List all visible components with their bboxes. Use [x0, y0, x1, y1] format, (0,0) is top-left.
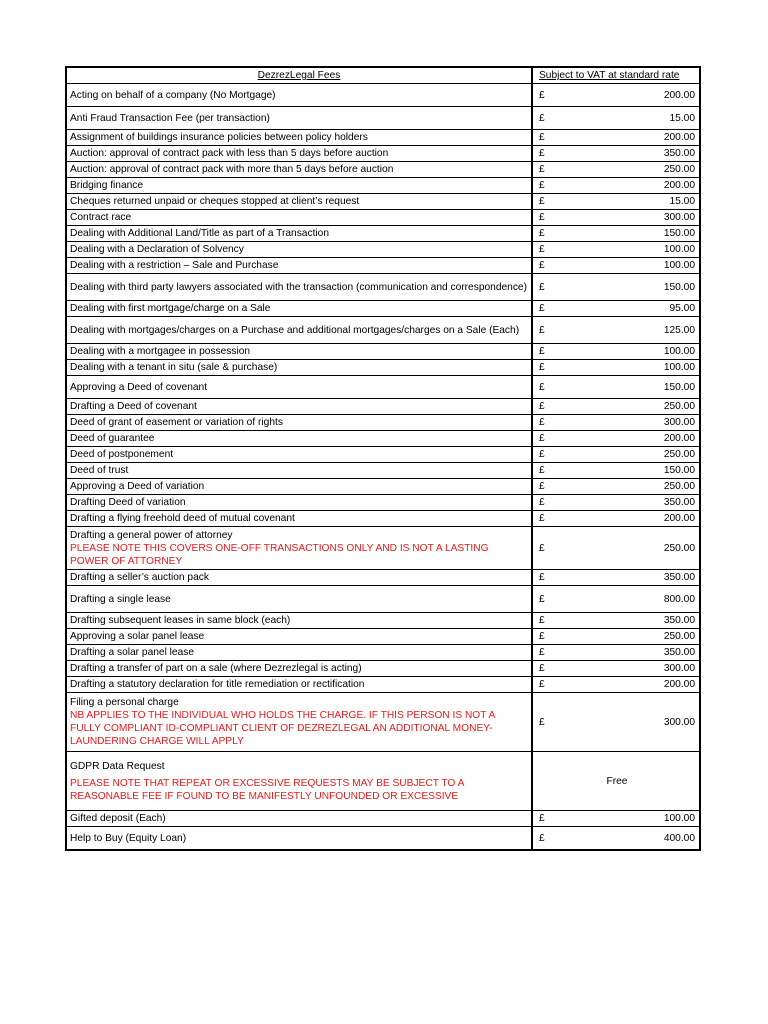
row-description: Deed of grant of easement or variation of rights — [66, 415, 532, 431]
fee-free: Free — [606, 775, 628, 787]
fee-amount: 100.00 — [663, 244, 695, 255]
table-row — [66, 629, 700, 645]
table-row — [66, 242, 700, 258]
currency-symbol: £ — [539, 593, 545, 605]
row-description: Drafting a statutory declaration for title remediation or rectification — [66, 677, 532, 693]
row-description: Auction: approval of contract pack with less than 5 days before auction — [66, 146, 532, 162]
table-row — [66, 162, 700, 178]
table-row — [66, 194, 700, 210]
fee-amount: 200.00 — [663, 132, 695, 143]
row-title: Filing a personal charge — [70, 697, 179, 708]
fee-amount: 300.00 — [663, 716, 695, 728]
table-row — [66, 415, 700, 431]
row-description: Bridging finance — [66, 178, 532, 194]
row-fee — [532, 360, 700, 376]
currency-symbol: £ — [539, 497, 545, 508]
table-row — [66, 613, 700, 629]
row-fee — [532, 178, 700, 194]
row-description: Cheques returned unpaid or cheques stopped at client’s request — [66, 194, 532, 210]
currency-symbol: £ — [539, 244, 545, 255]
row-fee — [532, 317, 700, 344]
fee-amount: 95.00 — [669, 303, 695, 314]
row-fee — [532, 586, 700, 613]
table-row — [66, 344, 700, 360]
currency-symbol: £ — [539, 679, 545, 690]
row-fee — [532, 827, 700, 851]
currency-symbol: £ — [539, 281, 545, 293]
row-note: PLEASE NOTE THAT REPEAT OR EXCESSIVE REQUESTS MAY BE SUBJECT TO A REASONABLE FEE IF FOUND TO BE MANIFESTLY UNFOUNDED OR EXCESSIVE — [70, 777, 464, 802]
fee-amount: 350.00 — [663, 497, 695, 508]
row-note: PLEASE NOTE THIS COVERS ONE-OFF TRANSACTIONS ONLY AND IS NOT A LASTING POWER OF ATTORNEY — [70, 542, 489, 567]
table-row — [66, 130, 700, 146]
fee-amount: 300.00 — [663, 417, 695, 428]
row-fee — [532, 431, 700, 447]
table-row — [66, 827, 700, 851]
row-fee — [532, 399, 700, 415]
fee-amount: 150.00 — [663, 281, 695, 293]
row-fee — [532, 194, 700, 210]
row-fee — [532, 463, 700, 479]
currency-symbol: £ — [539, 112, 545, 124]
row-description: Acting on behalf of a company (No Mortgage) — [66, 84, 532, 107]
table-row — [66, 146, 700, 162]
row-fee — [532, 84, 700, 107]
row-description: Drafting a seller’s auction pack — [66, 570, 532, 586]
row-description: Dealing with mortgages/charges on a Purchase and additional mortgages/charges on a Sale (Each) — [66, 317, 532, 344]
currency-symbol: £ — [539, 362, 545, 373]
row-description: Approving a Deed of covenant — [66, 376, 532, 399]
row-fee — [532, 107, 700, 130]
fee-amount: 250.00 — [663, 481, 695, 492]
table-row — [66, 258, 700, 274]
row-description: Drafting a flying freehold deed of mutual covenant — [66, 511, 532, 527]
row-fee — [532, 645, 700, 661]
row-description: Dealing with a mortgagee in possession — [66, 344, 532, 360]
table-row — [66, 752, 700, 811]
currency-symbol: £ — [539, 89, 545, 101]
header-vat: Subject to VAT at standard rate — [532, 67, 700, 84]
row-title: Drafting a general power of attorney — [70, 529, 233, 541]
fee-amount: 350.00 — [663, 647, 695, 658]
fee-amount: 250.00 — [663, 401, 695, 412]
table-row — [66, 301, 700, 317]
row-description: Drafting Deed of variation — [66, 495, 532, 511]
row-description — [66, 693, 532, 752]
currency-symbol: £ — [539, 513, 545, 524]
fee-amount: 400.00 — [663, 832, 695, 844]
header-row — [66, 67, 700, 84]
row-description: Dealing with first mortgage/charge on a Sale — [66, 301, 532, 317]
currency-symbol: £ — [539, 132, 545, 143]
table-row — [66, 527, 700, 570]
fee-amount: 15.00 — [669, 196, 695, 207]
row-fee — [532, 242, 700, 258]
row-description: Gifted deposit (Each) — [66, 811, 532, 827]
row-description: Drafting a single lease — [66, 586, 532, 613]
row-description: Drafting a solar panel lease — [66, 645, 532, 661]
header-description: DezrezLegal Fees — [66, 67, 532, 84]
row-description: Auction: approval of contract pack with more than 5 days before auction — [66, 162, 532, 178]
fees-table — [65, 66, 701, 851]
fee-amount: 150.00 — [663, 465, 695, 476]
fee-amount: 100.00 — [663, 346, 695, 357]
table-row — [66, 376, 700, 399]
row-fee — [532, 210, 700, 226]
row-description: Dealing with a tenant in situ (sale & purchase) — [66, 360, 532, 376]
row-description — [66, 527, 532, 570]
fee-amount: 15.00 — [669, 112, 695, 124]
row-fee — [532, 226, 700, 242]
table-row — [66, 677, 700, 693]
currency-symbol: £ — [539, 164, 545, 175]
fee-amount: 300.00 — [663, 212, 695, 223]
currency-symbol: £ — [539, 433, 545, 444]
fee-amount: 200.00 — [663, 180, 695, 191]
row-description: Dealing with third party lawyers associated with the transaction (communication and correspondence) — [66, 274, 532, 301]
row-description: Drafting subsequent leases in same block (each) — [66, 613, 532, 629]
row-description: Drafting a transfer of part on a sale (where Dezrezlegal is acting) — [66, 661, 532, 677]
row-fee — [532, 613, 700, 629]
table-row — [66, 511, 700, 527]
fee-amount: 200.00 — [663, 89, 695, 101]
row-description: Dealing with Additional Land/Title as part of a Transaction — [66, 226, 532, 242]
currency-symbol: £ — [539, 663, 545, 674]
table-row — [66, 661, 700, 677]
currency-symbol: £ — [539, 481, 545, 492]
table-row — [66, 693, 700, 752]
fee-amount: 100.00 — [663, 362, 695, 373]
currency-symbol: £ — [539, 196, 545, 207]
currency-symbol: £ — [539, 148, 545, 159]
row-fee — [532, 447, 700, 463]
fee-amount: 250.00 — [663, 542, 695, 554]
fee-amount: 150.00 — [663, 381, 695, 393]
currency-symbol: £ — [539, 465, 545, 476]
row-fee — [532, 415, 700, 431]
table-row — [66, 360, 700, 376]
row-fee — [532, 811, 700, 827]
currency-symbol: £ — [539, 324, 545, 336]
currency-symbol: £ — [539, 449, 545, 460]
table-row — [66, 226, 700, 242]
row-fee — [532, 511, 700, 527]
row-description: Deed of trust — [66, 463, 532, 479]
row-fee — [532, 258, 700, 274]
currency-symbol: £ — [539, 631, 545, 642]
row-description: Anti Fraud Transaction Fee (per transaction) — [66, 107, 532, 130]
table-row — [66, 317, 700, 344]
table-row — [66, 645, 700, 661]
row-fee — [532, 344, 700, 360]
fee-amount: 200.00 — [663, 679, 695, 690]
fee-amount: 350.00 — [663, 615, 695, 626]
table-row — [66, 495, 700, 511]
table-row — [66, 399, 700, 415]
row-description: Contract race — [66, 210, 532, 226]
row-fee — [532, 677, 700, 693]
fee-amount: 200.00 — [663, 433, 695, 444]
fee-amount: 800.00 — [663, 593, 695, 605]
currency-symbol: £ — [539, 228, 545, 239]
fee-amount: 100.00 — [663, 813, 695, 824]
fee-amount: 100.00 — [663, 260, 695, 271]
row-description: Assignment of buildings insurance policies between policy holders — [66, 130, 532, 146]
row-description: Dealing with a restriction – Sale and Purchase — [66, 258, 532, 274]
row-description: Deed of postponement — [66, 447, 532, 463]
table-row — [66, 570, 700, 586]
currency-symbol: £ — [539, 572, 545, 583]
table-row — [66, 479, 700, 495]
fee-amount: 250.00 — [663, 631, 695, 642]
row-description: Approving a solar panel lease — [66, 629, 532, 645]
row-fee — [532, 570, 700, 586]
row-fee — [532, 301, 700, 317]
currency-symbol: £ — [539, 346, 545, 357]
table-row — [66, 178, 700, 194]
currency-symbol: £ — [539, 417, 545, 428]
fee-amount: 350.00 — [663, 572, 695, 583]
fee-amount: 200.00 — [663, 513, 695, 524]
currency-symbol: £ — [539, 381, 545, 393]
row-description: Deed of guarantee — [66, 431, 532, 447]
row-note: NB APPLIES TO THE INDIVIDUAL WHO HOLDS THE CHARGE. IF THIS PERSON IS NOT A FULLY COMPLIANT ID-COMPLIANT CLIENT OF DEZREZLEGAL AN ADDITIONAL MONEY-LAUNDERING CHARGE WILL APPLY — [70, 710, 495, 747]
currency-symbol: £ — [539, 401, 545, 412]
row-description: Drafting a Deed of covenant — [66, 399, 532, 415]
row-fee — [532, 274, 700, 301]
row-description — [66, 752, 532, 811]
row-fee — [532, 629, 700, 645]
row-fee — [532, 162, 700, 178]
row-fee — [532, 527, 700, 570]
currency-symbol: £ — [539, 542, 545, 554]
row-fee — [532, 752, 700, 811]
row-description: Help to Buy (Equity Loan) — [66, 827, 532, 851]
currency-symbol: £ — [539, 260, 545, 271]
fee-amount: 150.00 — [663, 228, 695, 239]
currency-symbol: £ — [539, 615, 545, 626]
currency-symbol: £ — [539, 813, 545, 824]
table-row — [66, 463, 700, 479]
row-fee — [532, 479, 700, 495]
row-description: Dealing with a Declaration of Solvency — [66, 242, 532, 258]
table-row — [66, 107, 700, 130]
currency-symbol: £ — [539, 832, 545, 844]
table-row — [66, 586, 700, 613]
currency-symbol: £ — [539, 303, 545, 314]
currency-symbol: £ — [539, 212, 545, 223]
row-fee — [532, 376, 700, 399]
row-fee — [532, 693, 700, 752]
table-row — [66, 811, 700, 827]
currency-symbol: £ — [539, 647, 545, 658]
row-fee — [532, 130, 700, 146]
fee-amount: 350.00 — [663, 148, 695, 159]
fee-amount: 300.00 — [663, 663, 695, 674]
fee-amount: 250.00 — [663, 449, 695, 460]
fee-amount: 125.00 — [663, 324, 695, 336]
table-row — [66, 84, 700, 107]
row-fee — [532, 146, 700, 162]
row-description: Approving a Deed of variation — [66, 479, 532, 495]
table-row — [66, 274, 700, 301]
row-fee — [532, 495, 700, 511]
fee-amount: 250.00 — [663, 164, 695, 175]
table-row — [66, 447, 700, 463]
currency-symbol: £ — [539, 716, 545, 728]
currency-symbol: £ — [539, 180, 545, 191]
row-fee — [532, 661, 700, 677]
table-row — [66, 431, 700, 447]
table-row — [66, 210, 700, 226]
row-title: GDPR Data Request — [70, 760, 165, 772]
